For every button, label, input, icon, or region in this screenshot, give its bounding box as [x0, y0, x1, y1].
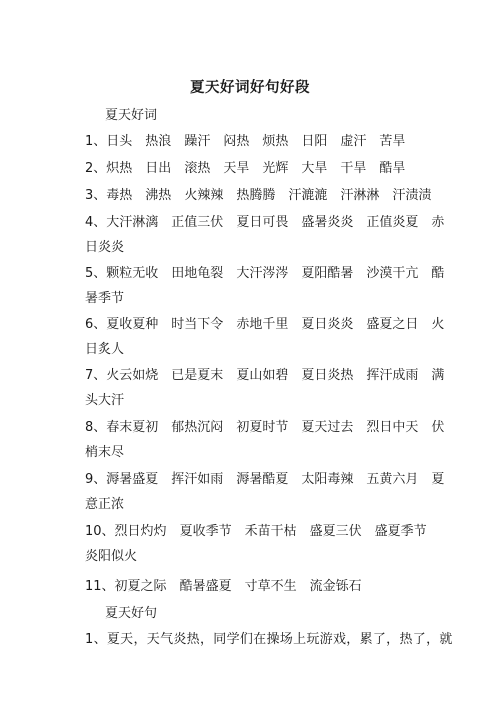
word-list-item [85, 184, 431, 203]
word-list-item [85, 262, 444, 281]
word-term: 春末夏初 [106, 420, 159, 435]
word-term: 光辉 [262, 161, 289, 176]
word-term: 大汗涔涔 [236, 266, 289, 281]
word-term: 禾苗干枯 [244, 524, 297, 539]
word-list-item [85, 575, 362, 594]
word-term: 沸热 [145, 188, 172, 203]
word-term: 大汗淋漓 [106, 215, 159, 230]
word-term: 五黄六月 [366, 472, 419, 487]
word-term: 田地龟裂 [171, 266, 224, 281]
word-term: 火 [431, 317, 445, 332]
word-term: 伏 [431, 420, 445, 435]
word-term: 酷旱 [379, 161, 406, 176]
word-term: 滚热 [184, 161, 211, 176]
word-term: 大旱 [301, 161, 328, 176]
word-term: 沙漠干亢 [366, 266, 419, 281]
item-number: 3、 [85, 188, 107, 203]
word-term: 干旱 [340, 161, 367, 176]
word-list-item [85, 313, 444, 332]
word-term: 烈日灼灼 [114, 524, 167, 539]
item-number: 5、 [85, 266, 107, 281]
word-term: 盛夏三伏 [309, 524, 362, 539]
word-term: 汗漉漉 [288, 188, 328, 203]
word-term: 毒热 [106, 188, 133, 203]
word-term: 初夏时节 [236, 420, 289, 435]
item-number: 6、 [85, 317, 107, 332]
word-term: 溽暑酷夏 [236, 472, 289, 487]
item-number: 9、 [85, 472, 107, 487]
item-number: 2、 [85, 161, 107, 176]
sentences-section-heading: 夏天好句 [105, 606, 158, 621]
word-list-item [85, 364, 444, 383]
word-term: 炽热 [106, 161, 133, 176]
word-term: 流金铄石 [309, 579, 362, 594]
word-term: 夏日炎热 [301, 368, 354, 383]
word-term: 夏阳酷暑 [301, 266, 354, 281]
word-term: 天旱 [223, 161, 250, 176]
word-term: 郁热沉闷 [171, 420, 224, 435]
word-term: 赤地千里 [236, 317, 289, 332]
word-term: 日头 [106, 134, 133, 149]
word-term: 寸草不生 [244, 579, 297, 594]
word-list-item [85, 468, 444, 487]
word-term: 夏收季节 [179, 524, 232, 539]
word-term: 夏山如碧 [236, 368, 289, 383]
word-term: 初夏之际 [114, 579, 167, 594]
word-list-item [85, 416, 444, 435]
word-term: 正值三伏 [171, 215, 224, 230]
word-list-item [85, 157, 405, 176]
word-term: 热腾腾 [236, 188, 276, 203]
word-term: 盛暑炎炎 [301, 215, 354, 230]
word-term: 挥汗成雨 [366, 368, 419, 383]
word-term: 酷 [431, 266, 445, 281]
word-list-item-continuation: 意正浓 [85, 497, 125, 512]
word-term: 烦热 [262, 134, 289, 149]
word-term: 正值炎夏 [366, 215, 419, 230]
word-term: 热浪 [145, 134, 172, 149]
word-term: 日阳 [301, 134, 328, 149]
item-number: 7、 [85, 368, 107, 383]
words-section-heading: 夏天好词 [105, 108, 158, 123]
word-term: 满 [431, 368, 445, 383]
word-list-item-continuation: 炎阳似火 [85, 549, 138, 564]
word-term: 火辣辣 [184, 188, 224, 203]
word-list-item-continuation: 日炙人 [85, 342, 125, 357]
word-list-item-continuation: 暑季节 [85, 291, 125, 306]
word-list-item-continuation: 梢末尽 [85, 445, 125, 460]
word-term: 烈日中天 [366, 420, 419, 435]
word-term: 已是夏末 [171, 368, 224, 383]
word-term: 挥汗如雨 [171, 472, 224, 487]
page-title: 夏天好词好句好段 [190, 80, 310, 96]
word-term: 赤 [431, 215, 445, 230]
item-number: 10、 [85, 524, 115, 539]
word-term: 虚汗 [340, 134, 367, 149]
word-list-item [85, 211, 444, 230]
word-term: 酷暑盛夏 [179, 579, 232, 594]
word-term: 盛夏之日 [366, 317, 419, 332]
word-term: 盛夏季节 [374, 524, 427, 539]
word-term: 溽暑盛夏 [106, 472, 159, 487]
word-term: 汗淋淋 [340, 188, 380, 203]
word-list-item [85, 520, 427, 539]
word-term: 汗渍渍 [392, 188, 432, 203]
word-term: 苦旱 [379, 134, 406, 149]
word-term: 太阳毒辣 [301, 472, 354, 487]
word-term: 火云如烧 [106, 368, 159, 383]
word-term: 夏日可畏 [236, 215, 289, 230]
word-term: 夏收夏种 [106, 317, 159, 332]
word-term: 夏日炎炎 [301, 317, 354, 332]
word-term: 闷热 [223, 134, 250, 149]
word-term: 时当下令 [171, 317, 224, 332]
sentence-line: 1、夏天，天气炎热，同学们在操场上玩游戏，累了，热了，就 [85, 632, 453, 647]
word-list-item [85, 130, 405, 149]
item-number: 11、 [85, 579, 115, 594]
word-term: 颗粒无收 [106, 266, 159, 281]
word-list-item-continuation: 头大汗 [85, 393, 125, 408]
word-term: 躁汗 [184, 134, 211, 149]
word-term: 夏天过去 [301, 420, 354, 435]
item-number: 1、 [85, 134, 107, 149]
item-number: 8、 [85, 420, 107, 435]
word-list-item-continuation: 日炎炎 [85, 240, 125, 255]
word-term: 夏 [431, 472, 445, 487]
word-term: 日出 [145, 161, 172, 176]
item-number: 4、 [85, 215, 107, 230]
